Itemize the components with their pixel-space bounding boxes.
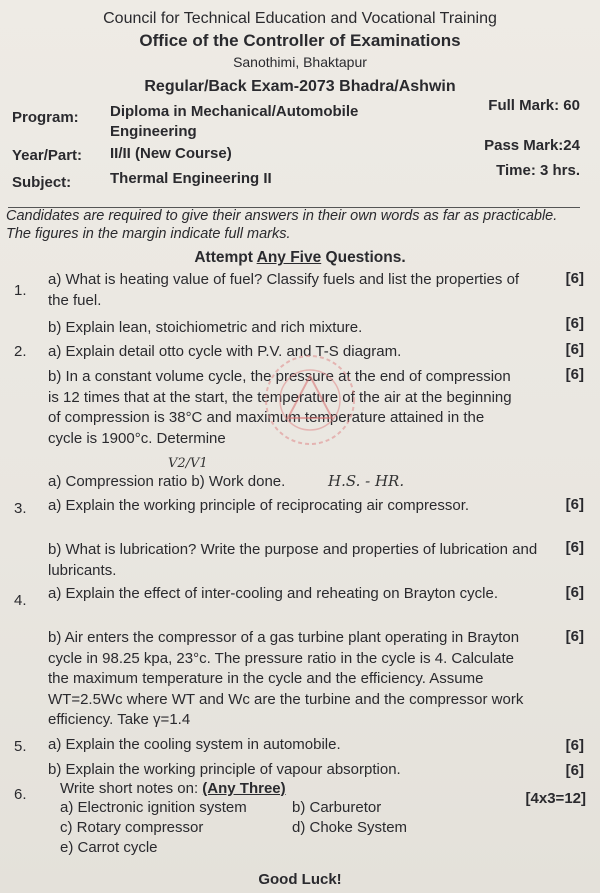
short-note-item: e) Carrot cycle [60,839,158,856]
marks-5a: [6] [565,737,584,754]
short-note-item: d) Choke System [292,819,408,836]
handwritten-work: H.S. - HR. [328,472,405,490]
year-label: Year/Part: [12,147,83,164]
exam-title: Regular/Back Exam-2073 Bhadra/Ashwin [144,78,456,95]
question-3b: b) What is lubrication? Write the purpose and properties of lubrication and lubricants. [48,541,538,579]
question-number: 6. [14,786,27,803]
question-4b: b) Air enters the compressor of a gas turbine plant operating in Brayton cycle in 98.25 kpa, 23°c. The pressure ratio in the cycle is 4. Calculate the maximum temperature in the cycle and the efficiency. Assume WT=2.5Wc where WT and Wc are the turbine and the compressor work efficiency. Take γ=1.4 [48,629,524,728]
office-name: Office of the Controller of Examinations [139,31,461,50]
question-2b-sub: a) Compression ratio b) Work done. [48,473,286,490]
question-2b: b) In a constant volume cycle, the pressure at the end of compression is 12 times that at the start, the temperature of the air at the beginning of compression is 38°C and maximum temperature attained in the cycle is 1900°c. Determine [48,368,512,447]
institution-seal-watermark [262,340,358,460]
attempt-line: Attempt Any Five Questions. [194,249,406,266]
question-5a: a) Explain the cooling system in automobile. [48,736,341,753]
question-3a: a) Explain the working principle of reciprocating air compressor. [48,497,470,514]
program-value-2: Engineering [110,123,197,140]
marks-4a: [6] [565,584,584,601]
short-note-item: c) Rotary compressor [60,819,204,836]
question-2a: a) Explain detail otto cycle with P.V. and T-S diagram. [48,343,402,360]
instructions: Candidates are required to give their answers in their own words as far as practicable. The figures in the margin indicate full marks. [6,208,558,242]
subject-label: Subject: [12,174,72,191]
program-label: Program: [12,109,79,126]
marks-2a: [6] [565,341,584,358]
subject-value: Thermal Engineering II [110,170,272,187]
marks-4b: [6] [565,628,584,645]
council-name: Council for Technical Education and Vocational Training [103,10,497,27]
short-notes-list [60,798,407,858]
attempt-emphasis: Any Five [256,249,322,266]
year-value: II/II (New Course) [110,145,232,162]
marks-3a: [6] [565,496,584,513]
question-number: 4. [14,592,27,609]
program-value-1: Diploma in Mechanical/Automobile [110,103,359,120]
question-number: 2. [14,343,27,360]
handwritten-ratio: V2/V1 [168,456,208,471]
question-number: 5. [14,738,27,755]
question-5b: b) Explain the working principle of vapour absorption. [48,761,401,778]
question-number: 3. [14,500,27,517]
time: Time: 3 hrs. [496,162,580,179]
location: Sanothimi, Bhaktapur [233,54,367,70]
marks-1b: [6] [565,315,584,332]
question-1a: a) What is heating value of fuel? Classify fuels and list the properties of the fuel. [48,271,520,309]
marks-1a: [6] [565,270,584,287]
question-4a: a) Explain the effect of inter-cooling and reheating on Brayton cycle. [48,585,498,602]
question-1b: b) Explain lean, stoichiometric and rich mixture. [48,319,363,336]
question-number: 1. [14,282,27,299]
short-note-item: b) Carburetor [292,799,382,816]
pass-mark: Pass Mark:24 [484,137,580,154]
question-6: Write short notes on: (Any Three) [60,780,286,797]
marks-5b: [6] [565,762,584,779]
q6-emphasis: (Any Three) [202,780,286,797]
marks-2b: [6] [565,366,584,383]
marks-3b: [6] [565,539,584,556]
full-mark: Full Mark: 60 [488,97,580,114]
marks-6: [4x3=12] [525,790,586,807]
closing: Good Luck! [258,871,342,888]
short-note-item: a) Electronic ignition system [60,799,247,816]
